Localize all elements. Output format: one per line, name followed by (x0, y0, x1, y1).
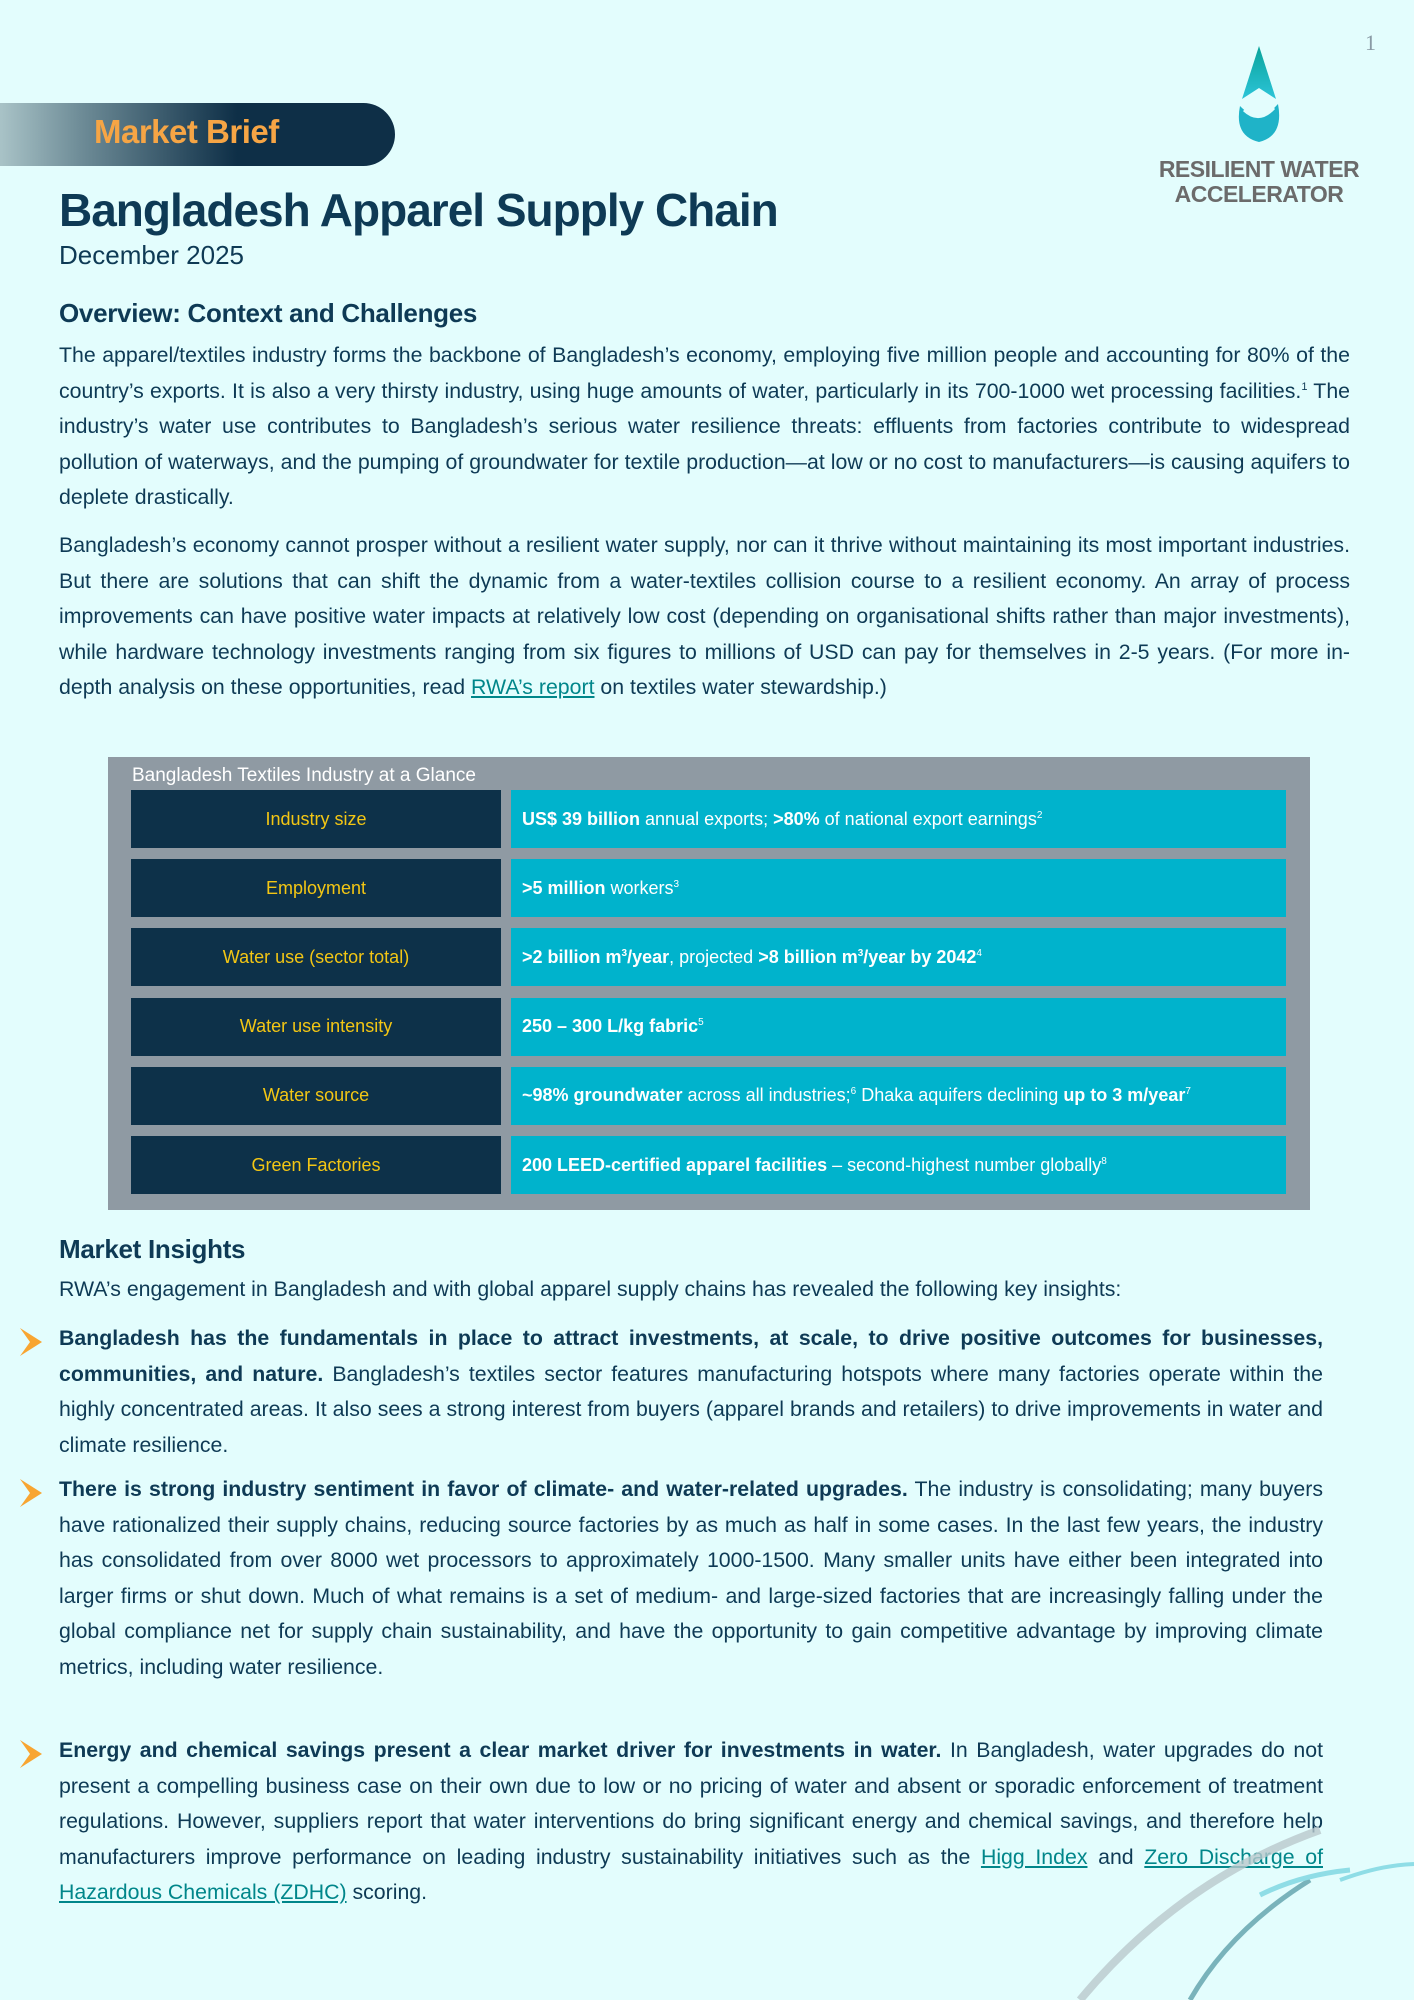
page-title: Bangladesh Apparel Supply Chain (59, 184, 778, 236)
footnote-ref: 7 (1185, 1086, 1191, 1098)
text-segment: and (1087, 1844, 1145, 1869)
publication-date: December 2025 (59, 240, 244, 270)
table-row (131, 998, 1286, 1056)
row-value (511, 998, 1286, 1056)
badge-label: Market Brief (94, 113, 279, 150)
footnote-ref: 1 (1301, 380, 1308, 393)
hyperlink[interactable]: Zero Discharge of Hazardous Chemicals (ZDHC) (59, 1844, 1323, 1905)
text-segment: workers (605, 877, 674, 898)
overview-paragraph-1 (59, 338, 1350, 516)
bold-text: Energy and chemical savings present a clear market driver for investments in water. (59, 1738, 942, 1762)
insight-bullet-1 (59, 1321, 1323, 1463)
row-label: Water use intensity (131, 998, 501, 1056)
water-drop-icon (1224, 44, 1294, 144)
insights-intro: RWA’s engagement in Bangladesh and with global apparel supply chains has revealed the following key insights: (59, 1277, 1122, 1301)
text-segment: The industry is consolidating; many buyers have rationalized their supply chains, reducing source factories by as much as half in some cases. In the last few years, the industry has consolidated from over 8000 wet processors to approximately 1000-1500. Many smaller units have either been integrated into larger firms or shut down. Much of what remains is a set of medium- and large-sized factories that are increasingly falling under the global compliance net for supply chain sustainability, and have the opportunity to gain competitive advantage by improving climate metrics, including water resilience. (59, 1477, 1324, 1679)
row-value-text (522, 878, 679, 899)
bold-text: There is strong industry sentiment in favor of climate- and water-related upgrades. (59, 1477, 908, 1501)
row-value (511, 1136, 1286, 1194)
row-value-text (522, 947, 982, 968)
footnote-ref: 8 (1101, 1155, 1107, 1167)
bold-text: up to 3 m/year (1063, 1085, 1186, 1106)
row-label: Water source (131, 1067, 501, 1125)
arrow-bullet-icon (20, 1740, 42, 1768)
bold-text: >80% (773, 808, 820, 829)
text-segment: The apparel/textiles industry forms the backbone of Bangladesh’s economy, employing five million people and accounting for 80% of the country’s exports. It is also a very thirsty industry, using huge amounts of water, particularly in its 700-1000 wet processing facilities. (59, 343, 1350, 403)
bold-text: 250 – 300 L/kg fabric (522, 1016, 699, 1037)
text-segment: In Bangladesh, water upgrades do not present a compelling business case on their own due to low or no pricing of water and absent or sporadic enforcement of treatment regulations. However, suppliers report that water interventions do bring significant energy and chemical savings, and therefore help manufacturers improve performance on leading industry sustainability initiatives such as the (59, 1738, 1323, 1869)
text-segment: The industry’s water use contributes to Bangladesh’s serious water resilience threats: effluents from factories contribute to widespread pollution of waterways, and the pumping of groundwater for textile production—at low or no cost to manufacturers—is causing aquifers to deplete drastically. (59, 378, 1351, 510)
hyperlink[interactable]: RWA’s report (471, 675, 595, 700)
bold-text: Bangladesh has the fundamentals in place to attract investments, at scale, to drive positive outcomes for businesses, communities, and nature. (59, 1326, 1323, 1386)
row-value-text (522, 1155, 1107, 1176)
table-row (131, 1067, 1286, 1125)
text-segment: scoring. (346, 1880, 428, 1905)
market-brief-badge (0, 103, 395, 166)
row-label: Industry size (131, 790, 501, 848)
footnote-ref: 3 (857, 947, 864, 959)
bold-text: ~98% groundwater (522, 1085, 683, 1106)
text-segment: across all industries; (682, 1085, 851, 1106)
footnote-ref: 6 (850, 1086, 857, 1098)
row-value (511, 859, 1286, 917)
text-segment: – second-highest number globally (827, 1154, 1102, 1175)
row-label: Employment (131, 859, 501, 917)
footnote-ref: 2 (1036, 809, 1043, 821)
row-label: Green Factories (131, 1136, 501, 1194)
hyperlink[interactable]: Higg Index (980, 1844, 1088, 1869)
text-segment: Dhaka aquifers declining (856, 1085, 1064, 1106)
table-row (131, 1136, 1286, 1194)
row-label: Water use (sector total) (131, 928, 501, 986)
rwa-logo (1144, 44, 1374, 207)
bold-text: >8 billion m (758, 946, 858, 967)
text-segment: of national export earnings (819, 808, 1037, 829)
text-segment: on textiles water stewardship.) (594, 675, 887, 700)
table-row (131, 859, 1286, 917)
overview-paragraph-2 (59, 528, 1350, 706)
insight-bullet-2 (59, 1472, 1323, 1686)
table-row (131, 790, 1286, 848)
row-value (511, 1067, 1286, 1125)
logo-text: RESILIENT WATER ACCELERATOR (1158, 156, 1360, 207)
arrow-bullet-icon (20, 1479, 42, 1507)
bold-text: 200 LEED-certified apparel facilities (522, 1154, 828, 1175)
row-value-text (522, 1016, 704, 1037)
footnote-ref: 4 (976, 947, 982, 959)
text-segment: annual exports; (640, 808, 774, 829)
industry-glance-table (108, 757, 1310, 1210)
row-value-text (522, 1085, 1191, 1106)
footnote-ref: 3 (621, 947, 628, 959)
table-row (131, 928, 1286, 986)
bold-text: /year (627, 946, 670, 967)
text-segment: Bangladesh’s textiles sector features manufacturing hotspots where many factories operate within the highly concentrated areas. It also sees a strong interest from buyers (apparel brands and retailers) to drive improvements in water and climate resilience. (59, 1361, 1323, 1457)
bold-text: US$ 39 billion (522, 808, 641, 829)
page-number: 1 (1365, 30, 1376, 55)
row-value (511, 928, 1286, 986)
row-value-text (522, 809, 1042, 830)
text-segment: Bangladesh’s economy cannot prosper without a resilient water supply, nor can it thrive without maintaining its most important industries. But there are solutions that can shift the dynamic from a water-textiles collision course to a resilient economy. An array of process improvements can have positive water impacts at relatively low cost (depending on organisational shifts rather than major investments), while hardware technology investments ranging from six figures to millions of USD can pay for themselves in 2-5 years. (For more in-depth analysis on these opportunities, read (59, 533, 1350, 700)
bold-text: /year by 2042 (863, 946, 977, 967)
bold-text: >2 billion m (522, 946, 622, 967)
row-value (511, 790, 1286, 848)
text-segment: , projected (669, 946, 759, 967)
market-insights-heading: Market Insights (59, 1234, 246, 1264)
footnote-ref: 3 (673, 878, 680, 890)
overview-heading: Overview: Context and Challenges (59, 298, 478, 328)
bold-text: >5 million (522, 877, 606, 898)
footnote-ref: 5 (698, 1017, 704, 1029)
table-caption: Bangladesh Textiles Industry at a Glance (132, 765, 476, 786)
decorative-brush-strokes (1060, 1820, 1414, 2000)
arrow-bullet-icon (20, 1328, 42, 1356)
